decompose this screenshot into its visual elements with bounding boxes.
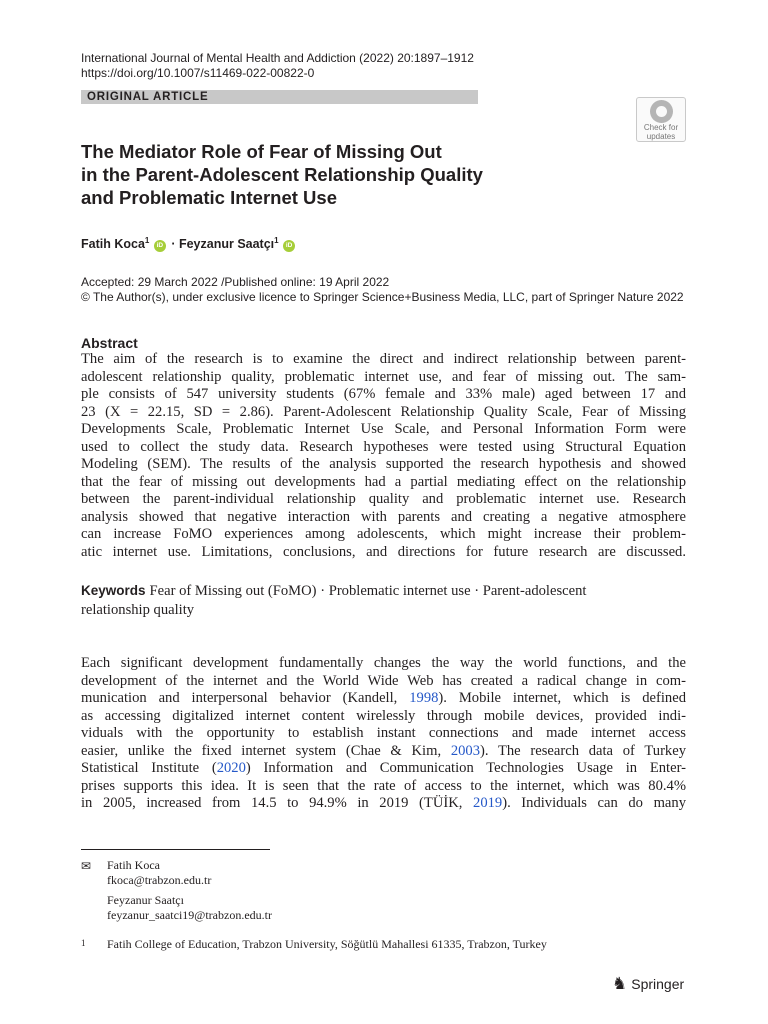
title-line: and Problematic Internet Use <box>81 187 337 208</box>
text-line <box>81 491 686 509</box>
keywords-list: Fear of Missing out (FoMO) · Problematic internet use · Parent-adolescent <box>149 583 587 599</box>
publisher-logo <box>612 974 684 994</box>
text-line <box>81 421 686 439</box>
text-segment: The aim of the research is to examine the direct and indirect relationship between parent- <box>81 351 686 367</box>
text-segment: ). Individuals can do many <box>502 795 686 812</box>
text-line <box>81 369 686 387</box>
orcid-icon[interactable]: iD <box>154 240 166 252</box>
text-segment: viduals with the opportunity to establish instant connections and made internet access <box>81 725 686 742</box>
citation-link[interactable]: 2020 <box>216 760 246 777</box>
text-segment: ) Information and Communication Technologies Usage in Enter- <box>245 760 686 777</box>
text-line <box>81 743 686 761</box>
text-segment: in 2005, increased from 14.5 to 94.9% in 2019 (TÜİK, <box>81 795 474 812</box>
text-line <box>81 725 686 743</box>
check-for-updates-button[interactable] <box>636 97 686 142</box>
text-line <box>81 456 686 474</box>
text-line <box>81 795 686 813</box>
dates-line: Accepted: 29 March 2022 /Published online: 19 April 2022 <box>81 275 390 289</box>
citation-link[interactable]: 1998 <box>409 690 439 707</box>
text-line <box>81 673 686 691</box>
text-line <box>81 544 686 562</box>
orcid-icon[interactable]: iD <box>283 240 295 252</box>
article-type-badge: ORIGINAL ARTICLE <box>81 90 478 104</box>
text-line <box>81 760 686 778</box>
text-line <box>81 386 686 404</box>
author-separator: · <box>171 237 179 252</box>
journal-citation: International Journal of Mental Health and Addiction (2022) 20:1897–1912 <box>81 51 474 65</box>
text-segment: between the parent-individual relationship quality and problematic internet use. Research <box>81 491 686 508</box>
text-segment: ple consists of 547 university students (67% female and 33% male) aged between 17 and <box>81 386 686 403</box>
author-name[interactable]: Fatih Koca <box>81 237 145 252</box>
title-line: in the Parent-Adolescent Relationship Quality <box>81 164 483 185</box>
copyright-line: © The Author(s), under exclusive licence to Springer Science+Business Media, LLC, part of Springer Nature 2022 <box>81 290 684 304</box>
abstract-heading: Abstract <box>81 335 138 351</box>
affiliation-marker: 1 <box>144 236 150 245</box>
keywords <box>81 581 686 620</box>
check-for-updates-icon <box>650 100 673 123</box>
doi-link[interactable]: https://doi.org/10.1007/s11469-022-00822-0 <box>81 66 315 80</box>
text-segment: 23 (X = 22.15, SD = 2.86). Parent-Adolescent Relationship Quality Scale, Fear of Missing <box>81 403 686 420</box>
text-segment: Each significant development fundamentally changes the way the world functions, and the <box>81 655 686 671</box>
text-segment: atic internet use. Limitations, conclusions, and directions for future research are discussed. <box>81 544 686 561</box>
text-segment: as accessing digitalized internet content wirelessly through mobile devices, provided indi- <box>81 707 686 724</box>
text-segment: prises supports this idea. It is seen that the rate of access to the internet, which was 80.4% <box>81 777 686 794</box>
text-segment: development of the internet and the World Wide Web has created a radical change in com- <box>81 672 686 689</box>
text-line <box>81 655 686 673</box>
text-segment: easier, unlike the fixed internet system (Chae & Kim, <box>81 742 451 759</box>
text-segment: munication and interpersonal behavior (Kandell, <box>81 690 410 707</box>
springer-horse-icon: ♞ <box>612 974 628 993</box>
footnote-divider <box>81 849 270 850</box>
affiliation-text: Fatih College of Education, Trabzon University, Söğütlü Mahallesi 61335, Trabzon, Turkey <box>107 937 547 951</box>
article-title <box>81 140 551 209</box>
text-segment: can increase FoMO experiences among adolescents, which might increase their problem- <box>81 526 686 543</box>
text-segment: Developments Scale, Problematic Internet Use Scale, and Personal Information Form were <box>81 421 686 438</box>
affiliation-marker: 1 <box>81 938 86 948</box>
text-line <box>81 404 686 422</box>
text-line <box>81 474 686 492</box>
citation-link[interactable]: 2003 <box>450 742 480 759</box>
text-segment: Statistical Institute ( <box>81 760 217 777</box>
corresponding-email[interactable]: fkoca@trabzon.edu.tr <box>107 873 212 887</box>
text-line <box>81 708 686 726</box>
text-line <box>81 509 686 527</box>
publisher-name: Springer <box>631 976 685 992</box>
citation-link[interactable]: 2019 <box>473 795 503 812</box>
envelope-icon: ✉ <box>81 859 92 873</box>
text-segment: used to collect the study data. Research hypotheses were tested using Structural Equation <box>81 438 686 455</box>
text-segment: analysis showed that negative interaction with parents and creating a negative atmosphere <box>81 508 686 525</box>
keywords-label: Keywords <box>81 583 146 598</box>
text-line <box>81 439 686 457</box>
abstract-text <box>81 351 686 562</box>
keywords-list: relationship quality <box>81 602 195 618</box>
text-line <box>81 778 686 796</box>
text-segment: ). Mobile internet, which is defined <box>438 690 686 707</box>
publication-dates <box>81 275 684 305</box>
text-segment: adolescent relationship quality, problematic internet use, and fear of missing out. The sam- <box>81 368 686 385</box>
body-text <box>81 655 686 813</box>
corresponding-name: Fatih Koca <box>107 858 160 872</box>
journal-header <box>81 51 474 81</box>
check-for-updates-label: Check for updates <box>643 123 679 141</box>
text-line <box>81 351 686 369</box>
text-segment: Modeling (SEM). The results of the analysis supported the research hypothesis and showed <box>81 456 686 473</box>
text-line <box>81 526 686 544</box>
corresponding-email[interactable]: feyzanur_saatci19@trabzon.edu.tr <box>107 908 272 922</box>
author-list <box>81 233 297 252</box>
corresponding-name: Feyzanur Saatçı <box>107 893 184 907</box>
affiliation-marker: 1 <box>274 236 279 245</box>
title-line: The Mediator Role of Fear of Missing Out <box>81 141 442 162</box>
author-name[interactable]: Feyzanur Saatçı <box>178 237 275 252</box>
text-segment: ). The research data of Turkey <box>480 742 686 759</box>
text-segment: that the fear of missing out developments had a partial mediating effect on the relationship <box>81 473 686 490</box>
corresponding-author <box>107 893 272 923</box>
corresponding-author <box>107 858 211 888</box>
text-line <box>81 690 686 708</box>
